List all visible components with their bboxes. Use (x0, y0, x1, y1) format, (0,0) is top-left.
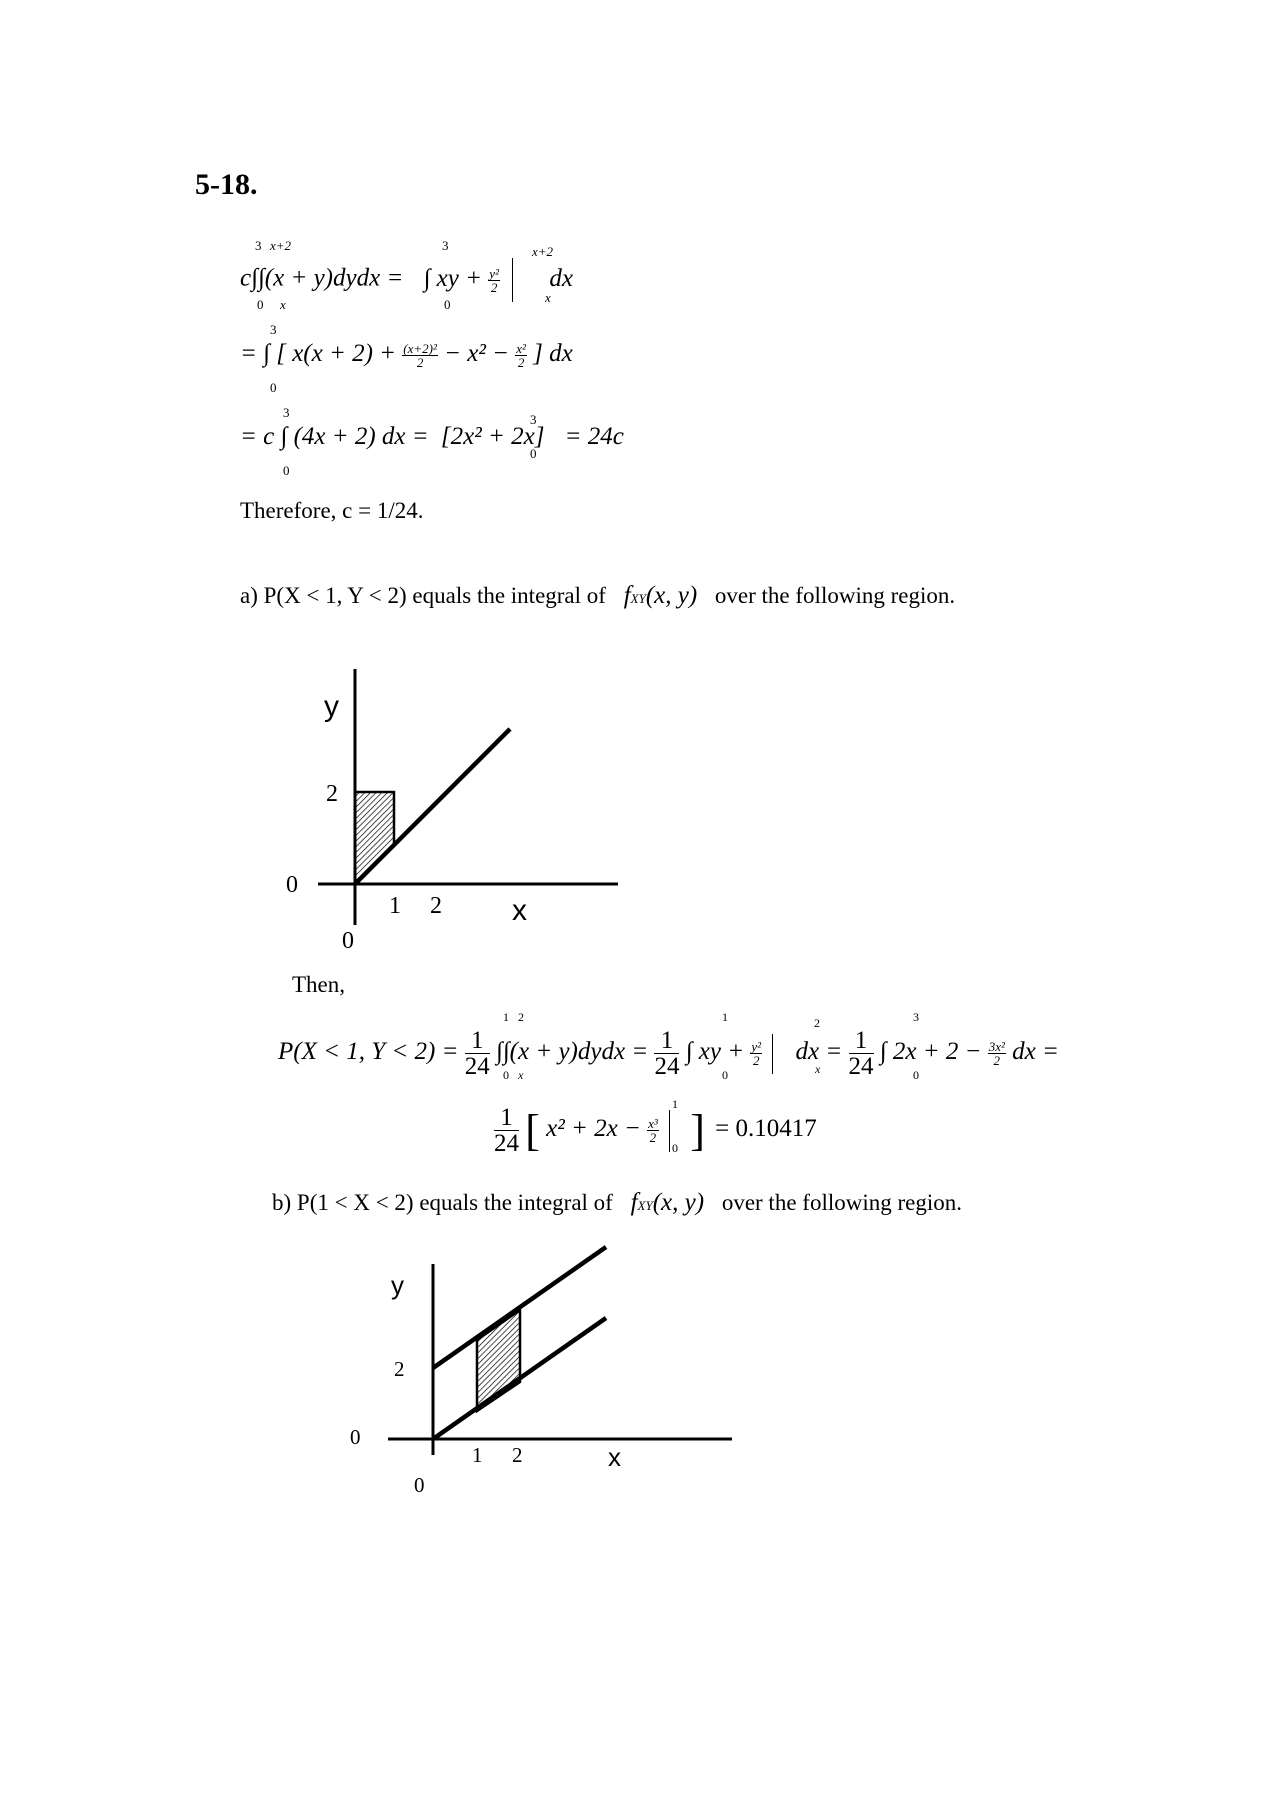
lim-b-1: 1 (722, 1010, 728, 1024)
line3-eval-upper: 3 (530, 412, 537, 427)
graph-b (340, 1230, 740, 1500)
line1-right: dx (549, 264, 574, 292)
lim-c-x: x (815, 1062, 821, 1076)
origin-left-b: 0 (350, 1425, 361, 1449)
line3-limit-lower: 0 (283, 463, 290, 478)
lim-e-1: 1 (672, 1097, 678, 1111)
line1-left: c∫∫(x + y)dydx = (240, 264, 404, 292)
lim-d-3: 3 (913, 1010, 919, 1024)
line1-fraction: $\frac{\text{y²}}{2}$ (489, 265, 499, 295)
origin-left-a: 0 (286, 872, 298, 898)
line3-limit-upper: 3 (283, 405, 290, 420)
lim-a-0: 0 (503, 1068, 509, 1082)
graph-a (270, 655, 630, 955)
limit-inner-lower: x (280, 297, 286, 312)
part-b-statement: b) P(1 < X < 2) equals the integral of fXY(x, y) over the following region. (272, 1189, 962, 1216)
limit-eval-upper: x+2 (532, 244, 554, 259)
limit-outer-upper: 3 (255, 238, 262, 253)
derivation-line-1 (240, 258, 573, 302)
problem-number: 5-18. (195, 168, 258, 201)
line2-limit-upper: 3 (270, 322, 277, 337)
lim-e-0: 0 (672, 1141, 678, 1155)
limit-outer-lower: 0 (257, 297, 264, 312)
line2-fraction-1: $\frac{\text{(x+2)²}}{2}$ (403, 340, 437, 370)
shaded-region-a (355, 792, 394, 884)
lim-d-0: 0 (913, 1068, 919, 1082)
limit-mid-lower: 0 (444, 297, 451, 312)
tick-x1-b: 1 (472, 1443, 483, 1467)
part-a-equation-2: $\frac{1}{24}$ [ x² + 2x − $\frac{\text{x³}}{2}$ ] = 0.10417 (494, 1104, 817, 1157)
tick-y2-a: 2 (326, 781, 338, 807)
part-a-statement: a) P(X < 1, Y < 2) equals the integral of fXY(x, y) over the following region. (240, 582, 956, 609)
origin-below-b: 0 (414, 1473, 425, 1497)
line2-fraction-2: $\frac{\text{x²}}{2}$ (516, 340, 526, 370)
tick-y2-b: 2 (394, 1357, 405, 1381)
conclusion-text: Therefore, c = 1/24. (240, 498, 424, 523)
lim-c-2: 2 (814, 1016, 820, 1030)
origin-below-a: 0 (342, 928, 354, 954)
y-label-b: y (391, 1270, 404, 1300)
line1-mid: ∫ xy + (423, 264, 482, 292)
tick-x2-a: 2 (430, 893, 442, 919)
y-label-a: y (324, 690, 339, 723)
then-text: Then, (292, 972, 346, 997)
line3-eval-lower: 0 (530, 446, 537, 461)
tick-x2-b: 2 (512, 1443, 523, 1467)
lim-a-1: 1 (503, 1010, 509, 1024)
limit-mid-upper: 3 (442, 238, 449, 253)
tick-x1-a: 1 (389, 893, 401, 919)
line2-limit-lower: 0 (270, 380, 277, 395)
x-label-a: x (512, 894, 527, 927)
derivation-line-2: = ∫ [ x(x + 2) + $\frac{\text{(x+2)²}}{2}$ − x² − $\frac{\text{x²}}{2}$ ] dx (240, 340, 573, 370)
lim-a-2: 2 (518, 1010, 524, 1024)
part-a-equation-1: P(X < 1, Y < 2) = $\frac{1}{24}$ ∫∫(x + y)dydx = $\frac{1}{24}$ ∫ xy + $\frac{\text{y²}}{2}$ dx = $\frac{1}{24}$ ∫ 2x + 2 − $\frac{\text{3x²}}{2}$ dx = (278, 1027, 1059, 1080)
limit-eval-lower: x (545, 290, 551, 305)
derivation-line-3: = c ∫ (4x + 2) dx = [2x² + 2x] = 24c (240, 423, 624, 450)
lim-b-0: 0 (722, 1068, 728, 1082)
limit-inner-upper: x+2 (270, 238, 292, 253)
lim-a-x: x (518, 1068, 524, 1082)
x-label-b: x (608, 1442, 621, 1472)
